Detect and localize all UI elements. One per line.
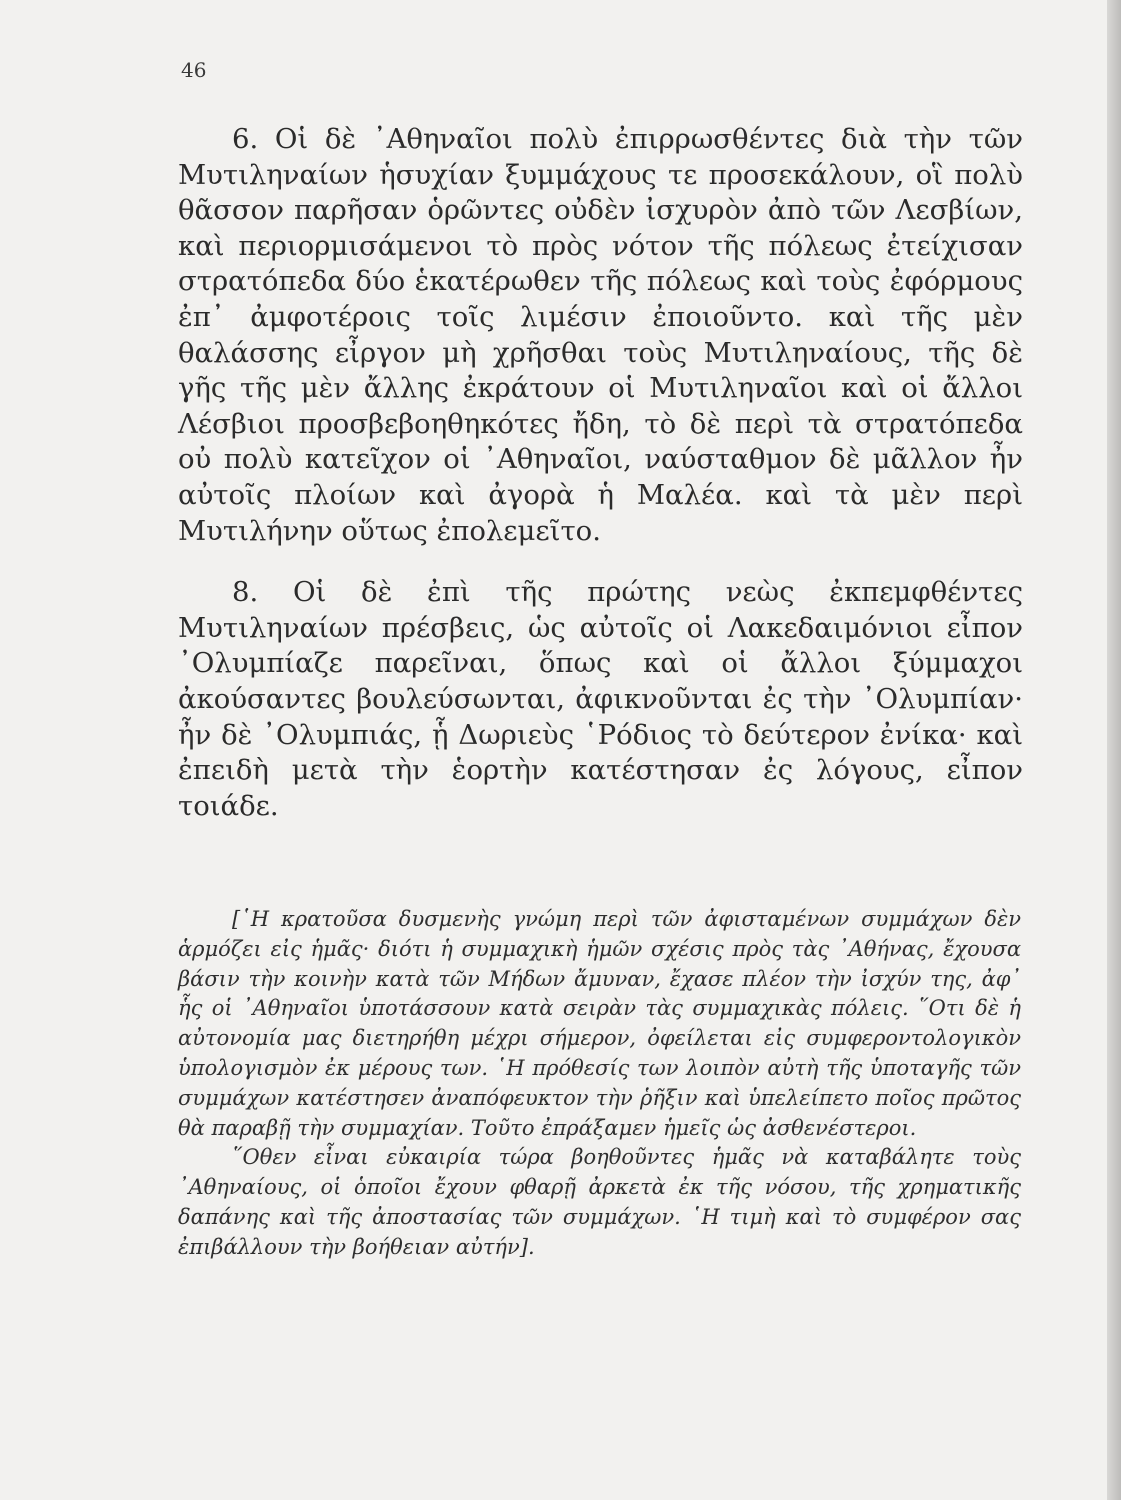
greek-text-body xyxy=(178,122,1023,824)
translation-paragraph-2: ῞Οθεν εἶναι εὐκαιρία τώρα βοηθοῦντες ἡμᾶς νὰ καταβάλητε τοὺς ᾿Αθηναίους, οἱ ὁποῖοι ἔχουν φθαρῇ ἀρκετὰ ἐκ τῆς νόσου, τῆς χρηματικῆς δαπάνης καὶ τῆς ἀποστασίας τῶν συμμάχων. ῾Η τιμὴ καὶ τὸ συμφέρον σας ἐπιβάλλουν τὴν βοήθειαν αὐτήν]. xyxy=(178,1145,1021,1259)
translation-paragraph-1: [῾Η κρατοῦσα δυσμενὴς γνώμη περὶ τῶν ἀφισταμένων συμμάχων δὲν ἁρμόζει εἰς ἡμᾶς· διότι ἡ συμμαχικὴ ἡμῶν σχέσις πρὸς τὰς ᾿Αθήνας, ἔχουσα βάσιν τὴν κοινὴν κατὰ τῶν Μήδων ἄμυναν, ἔχασε πλέον τὴν ἰσχύν της, ἀφ᾿ ἧς οἱ ᾿Αθηναῖοι ὑποτάσσουν κατὰ σειρὰν τὰς συμμαχικὰς πόλεις. ῞Οτι δὲ ἡ αὐτονομία μας διετηρήθη μέχρι σήμερον, ὀφείλεται εἰς συμφεροντολογικὸν ὑπολογισμὸν ἐκ μέρους των. ῾Η πρόθεσίς των λοιπὸν αὐτὴ τῆς ὑποταγῆς τῶν συμμάχων κατέστησεν ἀναπόφευκτον τὴν ῥῆξιν καὶ ὑπελείπετο ποῖος πρῶτος θὰ παραβῇ τὴν συμμαχίαν. Τοῦτο ἐπράξαμεν ἡμεῖς ὡς ἀσθενέστεροι. xyxy=(178,907,1021,1140)
page-edge xyxy=(1107,0,1121,1500)
chapter-8-paragraph: 8. Οἱ δὲ ἐπὶ τῆς πρώτης νεὼς ἐκπεμφθέντες Μυτιληναίων πρέσβεις, ὡς αὐτοῖς οἱ Λακεδαιμόνιοι εἶπον ᾿Ολυμπίαζε παρεῖναι, ὅπως καὶ οἱ ἄλλοι ξύμμαχοι ἀκούσαντες βουλεύσωνται, ἀφικνοῦνται ἐς τὴν ᾿Ολυμπίαν· ἦν δὲ ᾿Ολυμπιάς, ᾗ Δωριεὺς ῾Ρόδιος τὸ δεύτερον ἐνίκα· καὶ ἐπειδὴ μετὰ τὴν ἑορτὴν κατέστησαν ἐς λόγους, εἶπον τοιάδε. xyxy=(178,576,1023,822)
page-number: 46 xyxy=(181,58,207,82)
chapter-6-paragraph: 6. Οἱ δὲ ᾿Αθηναῖοι πολὺ ἐπιρρωσθέντες διὰ τὴν τῶν Μυτιληναίων ἡσυχίαν ξυμμάχους τε προσεκάλουν, οἳ πολὺ θᾶσσον παρῆσαν ὁρῶντες οὐδὲν ἰσχυρὸν ἀπὸ τῶν Λεσβίων, καὶ περιορμισάμενοι τὸ πρὸς νότον τῆς πόλεως ἐτείχισαν στρατόπεδα δύο ἑκατέρωθεν τῆς πόλεως καὶ τοὺς ἐφόρμους ἐπ᾿ ἀμφοτέροις τοῖς λιμέσιν ἐποιοῦντο. καὶ τῆς μὲν θαλάσσης εἶργον μὴ χρῆσθαι τοὺς Μυτιληναίους, τῆς δὲ γῆς τῆς μὲν ἄλλης ἐκράτουν οἱ Μυτιληναῖοι καὶ οἱ ἄλλοι Λέσβιοι προσβεβοηθηκότες ἤδη, τὸ δὲ περὶ τὰ στρατόπεδα οὐ πολὺ κατεῖχον οἱ ᾿Αθηναῖοι, ναύσταθμον δὲ μᾶλλον ἦν αὐτοῖς πλοίων καὶ ἀγορὰ ἡ Μαλέα. καὶ τὰ μὲν περὶ Μυτιλήνην οὕτως ἐπολεμεῖτο. xyxy=(178,123,1023,547)
translation-block xyxy=(178,905,1021,1263)
